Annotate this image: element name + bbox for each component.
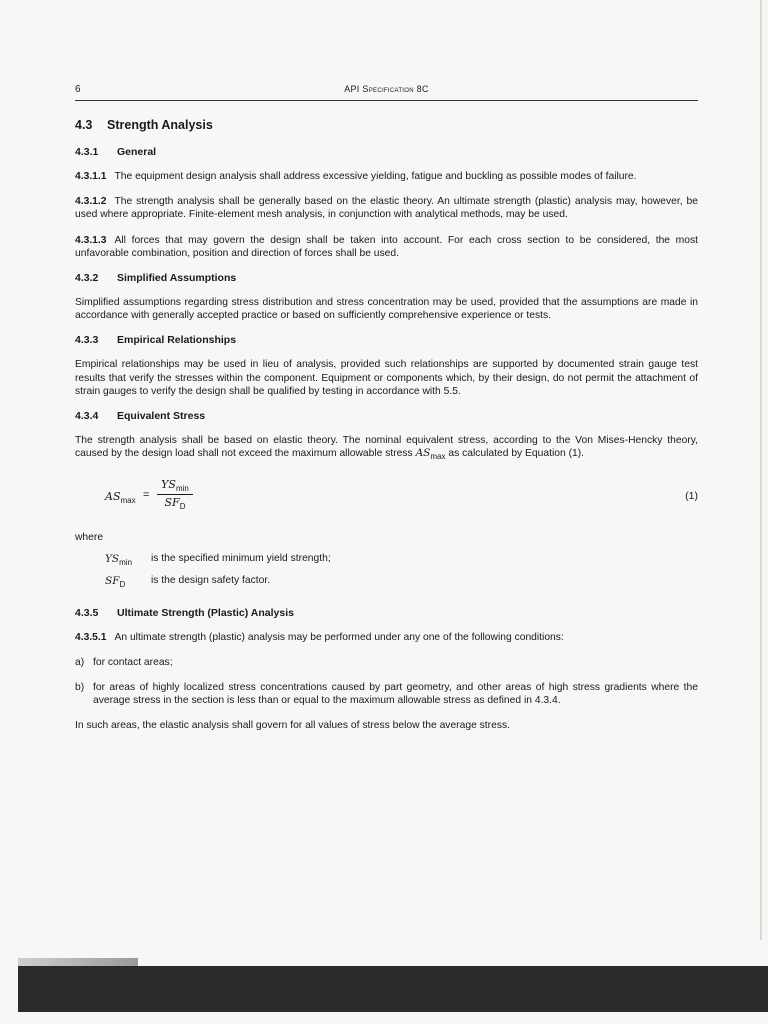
- where-label: where: [75, 531, 104, 543]
- subsection-heading-ultimate: 4.3.5 Ultimate Strength (Plastic) Analysis: [75, 606, 294, 619]
- paragraph-4-3-1-1: 4.3.1.1 The equipment design analysis shall address excessive yielding, fatigue and buckling as possible modes of failure.: [75, 171, 637, 182]
- scan-edge-shadow: [760, 0, 762, 940]
- subsection-heading-empirical: 4.3.3 Empirical Relationships: [75, 334, 237, 347]
- page-content: [75, 118, 698, 745]
- running-title: API Specification 8C: [344, 84, 429, 94]
- list-item: a) for contact areas;: [75, 656, 173, 668]
- paragraph-simplified: Simplified assumptions regarding stress distribution and stress concentration may be used, provided that the assumptions are made in accordance with generally accepted practice or based on sufficiently comprehensive experience or tests.: [75, 297, 698, 322]
- paragraph-equivalent: The strength analysis shall be based on elastic theory. The nominal equivalent stress, according to the Von Mises-Hencky theory, caused by the design load shall not exceed the maximum allowable stress $AS_{max}$ as calculated by Equation (1).: [75, 435, 698, 462]
- equation-label: (1): [685, 489, 698, 502]
- paragraph-closing: In such areas, the elastic analysis shall govern for all values of stress below the average stress.: [75, 720, 510, 732]
- paragraph-4-3-1-3: 4.3.1.3 All forces that may govern the design shall be taken into account. For each cross section to be considered, the most unfavorable combination, position and direction of forces shall be used.: [75, 234, 698, 259]
- definition-row: $YS_{min}$ is the specified minimum yield strength;: [105, 552, 331, 567]
- definition-row: $SF_D$ is the design safety factor.: [105, 574, 271, 589]
- paragraph-empirical: Empirical relationships may be used in lieu of analysis, provided such relationships are supported by documented strain gauge test results that verify the stresses within the component. Equipment or components which, by their design, do not permit the attachment of strain gauges to verify the design shall be qualified by testing in accordance with 5.5.: [75, 359, 698, 397]
- paragraph-4-3-5-1: 4.3.5.1 An ultimate strength (plastic) analysis may be performed under any one of the following conditions:: [75, 631, 564, 643]
- subsection-heading-simplified: 4.3.2 Simplified Assumptions: [75, 272, 237, 285]
- section-title: Strength Analysis: [107, 118, 213, 132]
- scan-bottom-bar: [18, 966, 768, 1012]
- definition-list: [75, 553, 698, 597]
- list-item: b) for areas of highly localized stress concentrations caused by part geometry, and other areas of high stress gradients where the average stress in the section is less than or equal to the maximum allowable stress as defined in 4.3.4.: [75, 681, 698, 707]
- page-header: [75, 84, 698, 101]
- subsection-heading-general: 4.3.1 General: [75, 146, 157, 158]
- equation-fraction: $YS_{min}$ $SF_D$: [157, 478, 193, 511]
- equation-1: $AS_{max}$ = $YS_{min}$ $SF_D$ (1): [105, 477, 698, 511]
- section-number: 4.3: [75, 118, 93, 132]
- subsection-heading-equivalent: 4.3.4 Equivalent Stress: [75, 410, 206, 423]
- paragraph-4-3-1-2: 4.3.1.2 The strength analysis shall be generally based on the elastic theory. An ultimate strength (plastic) analysis may, however, be used where appropriate. Finite-element mesh analysis, in conjunction with analytical methods, may be used.: [75, 196, 698, 221]
- section-heading: [75, 118, 698, 132]
- page-number: 6: [75, 84, 81, 95]
